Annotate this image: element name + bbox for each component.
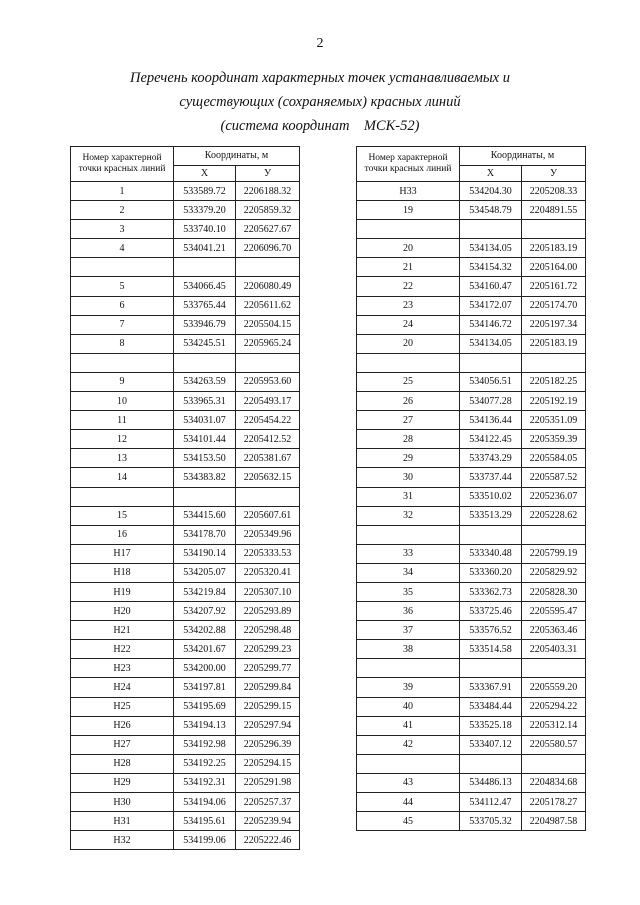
table-row (357, 659, 586, 678)
point-number-cell (357, 659, 460, 678)
x-coordinate-cell: 533946.79 (174, 315, 236, 334)
point-number-cell: 37 (357, 621, 460, 640)
y-coordinate-cell: 2206096.70 (236, 239, 300, 258)
point-number-cell: Н18 (71, 563, 174, 582)
y-coordinate-cell: 2205294.22 (522, 697, 586, 716)
x-coordinate-cell: 534486.13 (460, 773, 522, 792)
point-number-cell: Н33 (357, 182, 460, 201)
x-coordinate-cell: 533340.48 (460, 544, 522, 563)
point-number-cell: Н25 (71, 697, 174, 716)
x-coordinate-cell: 534192.98 (174, 735, 236, 754)
y-coordinate-cell: 2205632.15 (236, 468, 300, 487)
header-y: У (522, 165, 586, 181)
point-number-cell (357, 754, 460, 773)
y-coordinate-cell: 2205584.05 (522, 449, 586, 468)
y-coordinate-cell: 2205161.72 (522, 277, 586, 296)
x-coordinate-cell: 533514.58 (460, 640, 522, 659)
point-number-cell: 26 (357, 392, 460, 411)
x-coordinate-cell (460, 659, 522, 678)
point-number-cell: 4 (71, 239, 174, 258)
table-row (71, 678, 300, 697)
table-row (71, 563, 300, 582)
header-coordinates: Координаты, м (460, 147, 586, 166)
table-row (357, 697, 586, 716)
y-coordinate-cell (236, 487, 300, 506)
table-row (71, 487, 300, 506)
x-coordinate-cell: 534066.45 (174, 277, 236, 296)
y-coordinate-cell: 2205953.60 (236, 372, 300, 391)
point-number-cell: 10 (71, 392, 174, 411)
x-coordinate-cell: 534122.45 (460, 430, 522, 449)
table-row (71, 812, 300, 831)
point-number-cell: Н17 (71, 544, 174, 563)
table-row (357, 353, 586, 372)
y-coordinate-cell: 2205197.34 (522, 315, 586, 334)
table-row (71, 582, 300, 601)
point-number-cell: 28 (357, 430, 460, 449)
x-coordinate-cell: 533360.20 (460, 563, 522, 582)
header-point-number: Номер характерной точки красных линий (71, 147, 174, 182)
table-row (71, 239, 300, 258)
table-row (71, 411, 300, 430)
x-coordinate-cell: 534245.51 (174, 334, 236, 353)
point-number-cell: 42 (357, 735, 460, 754)
y-coordinate-cell: 2205257.37 (236, 793, 300, 812)
left-table-body (71, 182, 300, 850)
table-row (71, 659, 300, 678)
y-coordinate-cell (522, 659, 586, 678)
table-row (357, 812, 586, 831)
point-number-cell: 3 (71, 220, 174, 239)
x-coordinate-cell: 534194.13 (174, 716, 236, 735)
point-number-cell: 29 (357, 449, 460, 468)
point-number-cell: 15 (71, 506, 174, 525)
y-coordinate-cell: 2205299.23 (236, 640, 300, 659)
point-number-cell (71, 487, 174, 506)
x-coordinate-cell: 534112.47 (460, 793, 522, 812)
table-row (71, 220, 300, 239)
x-coordinate-cell: 534190.14 (174, 544, 236, 563)
y-coordinate-cell: 2205493.17 (236, 392, 300, 411)
title-line-3: (система координат МСК-52) (220, 118, 420, 134)
point-number-cell: 40 (357, 697, 460, 716)
y-coordinate-cell: 2205504.15 (236, 315, 300, 334)
table-row (357, 258, 586, 277)
point-number-cell: 20 (357, 239, 460, 258)
point-number-cell: 25 (357, 372, 460, 391)
point-number-cell: 43 (357, 773, 460, 792)
table-row (71, 449, 300, 468)
table-row (357, 487, 586, 506)
point-number-cell: 1 (71, 182, 174, 201)
y-coordinate-cell: 2204834.68 (522, 773, 586, 792)
x-coordinate-cell: 534199.06 (174, 831, 236, 850)
y-coordinate-cell: 2205236.07 (522, 487, 586, 506)
x-coordinate-cell: 534031.07 (174, 411, 236, 430)
x-coordinate-cell: 534195.61 (174, 812, 236, 831)
table-row (71, 773, 300, 792)
x-coordinate-cell: 534077.28 (460, 392, 522, 411)
x-coordinate-cell: 534204.30 (460, 182, 522, 201)
table-row (357, 315, 586, 334)
table-row (357, 430, 586, 449)
point-number-cell (357, 220, 460, 239)
table-row (357, 201, 586, 220)
y-coordinate-cell (522, 525, 586, 544)
y-coordinate-cell: 2205294.15 (236, 754, 300, 773)
x-coordinate-cell: 534194.06 (174, 793, 236, 812)
y-coordinate-cell (522, 353, 586, 372)
table-row (71, 793, 300, 812)
x-coordinate-cell: 533367.91 (460, 678, 522, 697)
table-row (71, 716, 300, 735)
x-coordinate-cell: 533765.44 (174, 296, 236, 315)
point-number-cell (357, 525, 460, 544)
y-coordinate-cell: 2205178.27 (522, 793, 586, 812)
table-row (357, 296, 586, 315)
point-number-cell: Н21 (71, 621, 174, 640)
x-coordinate-cell: 534056.51 (460, 372, 522, 391)
point-number-cell: Н23 (71, 659, 174, 678)
y-coordinate-cell: 2204987.58 (522, 812, 586, 831)
y-coordinate-cell: 2205333.53 (236, 544, 300, 563)
table-row (357, 621, 586, 640)
point-number-cell: 41 (357, 716, 460, 735)
table-row (71, 296, 300, 315)
table-row (357, 773, 586, 792)
y-coordinate-cell: 2204891.55 (522, 201, 586, 220)
table-row (357, 392, 586, 411)
y-coordinate-cell: 2205965.24 (236, 334, 300, 353)
point-number-cell: 22 (357, 277, 460, 296)
x-coordinate-cell (460, 525, 522, 544)
table-row (71, 430, 300, 449)
point-number-cell: Н27 (71, 735, 174, 754)
table-row (71, 831, 300, 850)
x-coordinate-cell: 534101.44 (174, 430, 236, 449)
point-number-cell: Н32 (71, 831, 174, 850)
table-row (357, 372, 586, 391)
point-number-cell: 36 (357, 602, 460, 621)
table-row (357, 506, 586, 525)
y-coordinate-cell: 2205859.32 (236, 201, 300, 220)
table-row (71, 525, 300, 544)
y-coordinate-cell: 2205299.84 (236, 678, 300, 697)
x-coordinate-cell: 534383.82 (174, 468, 236, 487)
y-coordinate-cell: 2205298.48 (236, 621, 300, 640)
table-row (357, 735, 586, 754)
table-row (71, 334, 300, 353)
table-row (357, 182, 586, 201)
table-row (71, 315, 300, 334)
y-coordinate-cell: 2205363.46 (522, 621, 586, 640)
point-number-cell: 11 (71, 411, 174, 430)
table-row (71, 392, 300, 411)
table-row (357, 411, 586, 430)
y-coordinate-cell: 2205627.67 (236, 220, 300, 239)
y-coordinate-cell: 2205381.67 (236, 449, 300, 468)
y-coordinate-cell (236, 258, 300, 277)
point-number-cell: 7 (71, 315, 174, 334)
table-row (357, 793, 586, 812)
y-coordinate-cell: 2205299.77 (236, 659, 300, 678)
y-coordinate-cell: 2205349.96 (236, 525, 300, 544)
x-coordinate-cell: 534219.84 (174, 582, 236, 601)
y-coordinate-cell (236, 353, 300, 372)
point-number-cell: 34 (357, 563, 460, 582)
x-coordinate-cell: 533725.46 (460, 602, 522, 621)
table-row (71, 258, 300, 277)
y-coordinate-cell: 2205228.62 (522, 506, 586, 525)
point-number-cell: Н28 (71, 754, 174, 773)
x-coordinate-cell: 534202.88 (174, 621, 236, 640)
table-row (71, 182, 300, 201)
table-row (357, 468, 586, 487)
title-line-2: существующих (сохраняемых) красных линий (179, 94, 461, 110)
x-coordinate-cell: 533705.32 (460, 812, 522, 831)
x-coordinate-cell: 534415.60 (174, 506, 236, 525)
y-coordinate-cell: 2205403.31 (522, 640, 586, 659)
header-x: Х (460, 165, 522, 181)
y-coordinate-cell: 2205412.52 (236, 430, 300, 449)
y-coordinate-cell: 2206188.32 (236, 182, 300, 201)
table-row (71, 754, 300, 773)
table-row (357, 678, 586, 697)
point-number-cell: Н29 (71, 773, 174, 792)
y-coordinate-cell: 2205312.14 (522, 716, 586, 735)
y-coordinate-cell: 2205182.25 (522, 372, 586, 391)
x-coordinate-cell (460, 353, 522, 372)
table-row (357, 449, 586, 468)
x-coordinate-cell: 534134.05 (460, 334, 522, 353)
header-x: Х (174, 165, 236, 181)
x-coordinate-cell: 533484.44 (460, 697, 522, 716)
y-coordinate-cell: 2205293.89 (236, 602, 300, 621)
table-row (357, 239, 586, 258)
y-coordinate-cell: 2205239.94 (236, 812, 300, 831)
table-row (357, 544, 586, 563)
x-coordinate-cell: 533513.29 (460, 506, 522, 525)
y-coordinate-cell: 2205351.09 (522, 411, 586, 430)
x-coordinate-cell: 533737.44 (460, 468, 522, 487)
x-coordinate-cell: 534548.79 (460, 201, 522, 220)
point-number-cell: 21 (357, 258, 460, 277)
y-coordinate-cell: 2206080.49 (236, 277, 300, 296)
point-number-cell: 2 (71, 201, 174, 220)
x-coordinate-cell: 534197.81 (174, 678, 236, 697)
point-number-cell: Н31 (71, 812, 174, 831)
point-number-cell: Н19 (71, 582, 174, 601)
document-title (0, 66, 640, 138)
x-coordinate-cell: 533510.02 (460, 487, 522, 506)
point-number-cell: Н26 (71, 716, 174, 735)
y-coordinate-cell: 2205587.52 (522, 468, 586, 487)
x-coordinate-cell (174, 487, 236, 506)
table-row (71, 621, 300, 640)
y-coordinate-cell: 2205307.10 (236, 582, 300, 601)
y-coordinate-cell: 2205595.47 (522, 602, 586, 621)
table-row (71, 697, 300, 716)
x-coordinate-cell: 534134.05 (460, 239, 522, 258)
y-coordinate-cell: 2205291.98 (236, 773, 300, 792)
y-coordinate-cell: 2205208.33 (522, 182, 586, 201)
y-coordinate-cell: 2205829.92 (522, 563, 586, 582)
x-coordinate-cell: 533525.18 (460, 716, 522, 735)
x-coordinate-cell: 534146.72 (460, 315, 522, 334)
x-coordinate-cell: 534195.69 (174, 697, 236, 716)
point-number-cell: 6 (71, 296, 174, 315)
header-point-number: Номер характерной точки красных линий (357, 147, 460, 182)
x-coordinate-cell: 533407.12 (460, 735, 522, 754)
y-coordinate-cell (522, 220, 586, 239)
y-coordinate-cell: 2205222.46 (236, 831, 300, 850)
table-row (357, 602, 586, 621)
point-number-cell: 13 (71, 449, 174, 468)
point-number-cell: 23 (357, 296, 460, 315)
table-row (71, 353, 300, 372)
point-number-cell: Н20 (71, 602, 174, 621)
y-coordinate-cell: 2205297.94 (236, 716, 300, 735)
right-coordinates-table (356, 146, 586, 831)
y-coordinate-cell: 2205611.62 (236, 296, 300, 315)
table-row (357, 277, 586, 296)
point-number-cell: 39 (357, 678, 460, 697)
table-row (357, 754, 586, 773)
point-number-cell: 8 (71, 334, 174, 353)
header-coordinates: Координаты, м (174, 147, 300, 166)
header-y: У (236, 165, 300, 181)
table-row (71, 544, 300, 563)
point-number-cell (71, 353, 174, 372)
table-row (357, 640, 586, 659)
y-coordinate-cell: 2205296.39 (236, 735, 300, 754)
y-coordinate-cell: 2205580.57 (522, 735, 586, 754)
point-number-cell (71, 258, 174, 277)
point-number-cell: Н22 (71, 640, 174, 659)
x-coordinate-cell: 534263.59 (174, 372, 236, 391)
x-coordinate-cell: 533743.29 (460, 449, 522, 468)
x-coordinate-cell: 534178.70 (174, 525, 236, 544)
x-coordinate-cell: 534153.50 (174, 449, 236, 468)
y-coordinate-cell: 2205607.61 (236, 506, 300, 525)
point-number-cell: 20 (357, 334, 460, 353)
x-coordinate-cell: 534041.21 (174, 239, 236, 258)
table-row (71, 735, 300, 754)
y-coordinate-cell: 2205164.00 (522, 258, 586, 277)
y-coordinate-cell: 2205183.19 (522, 334, 586, 353)
table-row (71, 468, 300, 487)
x-coordinate-cell (460, 754, 522, 773)
x-coordinate-cell: 534192.31 (174, 773, 236, 792)
table-row (357, 220, 586, 239)
point-number-cell: 12 (71, 430, 174, 449)
y-coordinate-cell: 2205454.22 (236, 411, 300, 430)
x-coordinate-cell: 533740.10 (174, 220, 236, 239)
x-coordinate-cell (174, 353, 236, 372)
table-row (357, 582, 586, 601)
table-row (357, 563, 586, 582)
y-coordinate-cell: 2205799.19 (522, 544, 586, 563)
x-coordinate-cell: 534172.07 (460, 296, 522, 315)
y-coordinate-cell: 2205828.30 (522, 582, 586, 601)
table-row (357, 525, 586, 544)
x-coordinate-cell: 534160.47 (460, 277, 522, 296)
point-number-cell: 32 (357, 506, 460, 525)
right-table-body (357, 182, 586, 831)
point-number-cell: 24 (357, 315, 460, 334)
table-row (357, 334, 586, 353)
point-number-cell: 31 (357, 487, 460, 506)
left-coordinates-table (70, 146, 300, 850)
point-number-cell: 30 (357, 468, 460, 487)
y-coordinate-cell: 2205174.70 (522, 296, 586, 315)
table-row (71, 201, 300, 220)
point-number-cell: 45 (357, 812, 460, 831)
y-coordinate-cell (522, 754, 586, 773)
point-number-cell: 35 (357, 582, 460, 601)
x-coordinate-cell: 533589.72 (174, 182, 236, 201)
x-coordinate-cell: 533576.52 (460, 621, 522, 640)
table-row (357, 716, 586, 735)
table-row (71, 506, 300, 525)
x-coordinate-cell (174, 258, 236, 277)
table-row (71, 277, 300, 296)
point-number-cell: 19 (357, 201, 460, 220)
point-number-cell: 14 (71, 468, 174, 487)
x-coordinate-cell: 534200.00 (174, 659, 236, 678)
point-number-cell: Н24 (71, 678, 174, 697)
x-coordinate-cell: 534192.25 (174, 754, 236, 773)
point-number-cell: 38 (357, 640, 460, 659)
y-coordinate-cell: 2205559.20 (522, 678, 586, 697)
y-coordinate-cell: 2205299.15 (236, 697, 300, 716)
x-coordinate-cell: 533379.20 (174, 201, 236, 220)
table-row (71, 602, 300, 621)
x-coordinate-cell: 533362.73 (460, 582, 522, 601)
table-row (71, 640, 300, 659)
x-coordinate-cell: 534201.67 (174, 640, 236, 659)
page-number: 2 (316, 36, 324, 51)
x-coordinate-cell: 533965.31 (174, 392, 236, 411)
x-coordinate-cell: 534136.44 (460, 411, 522, 430)
point-number-cell: 9 (71, 372, 174, 391)
x-coordinate-cell: 534205.07 (174, 563, 236, 582)
x-coordinate-cell: 534207.92 (174, 602, 236, 621)
point-number-cell: Н30 (71, 793, 174, 812)
point-number-cell: 44 (357, 793, 460, 812)
point-number-cell (357, 353, 460, 372)
y-coordinate-cell: 2205359.39 (522, 430, 586, 449)
point-number-cell: 16 (71, 525, 174, 544)
title-line-1: Перечень координат характерных точек устанавливаемых и (130, 70, 510, 86)
table-row (71, 372, 300, 391)
point-number-cell: 33 (357, 544, 460, 563)
point-number-cell: 27 (357, 411, 460, 430)
y-coordinate-cell: 2205183.19 (522, 239, 586, 258)
x-coordinate-cell: 534154.32 (460, 258, 522, 277)
x-coordinate-cell (460, 220, 522, 239)
y-coordinate-cell: 2205320.41 (236, 563, 300, 582)
point-number-cell: 5 (71, 277, 174, 296)
y-coordinate-cell: 2205192.19 (522, 392, 586, 411)
